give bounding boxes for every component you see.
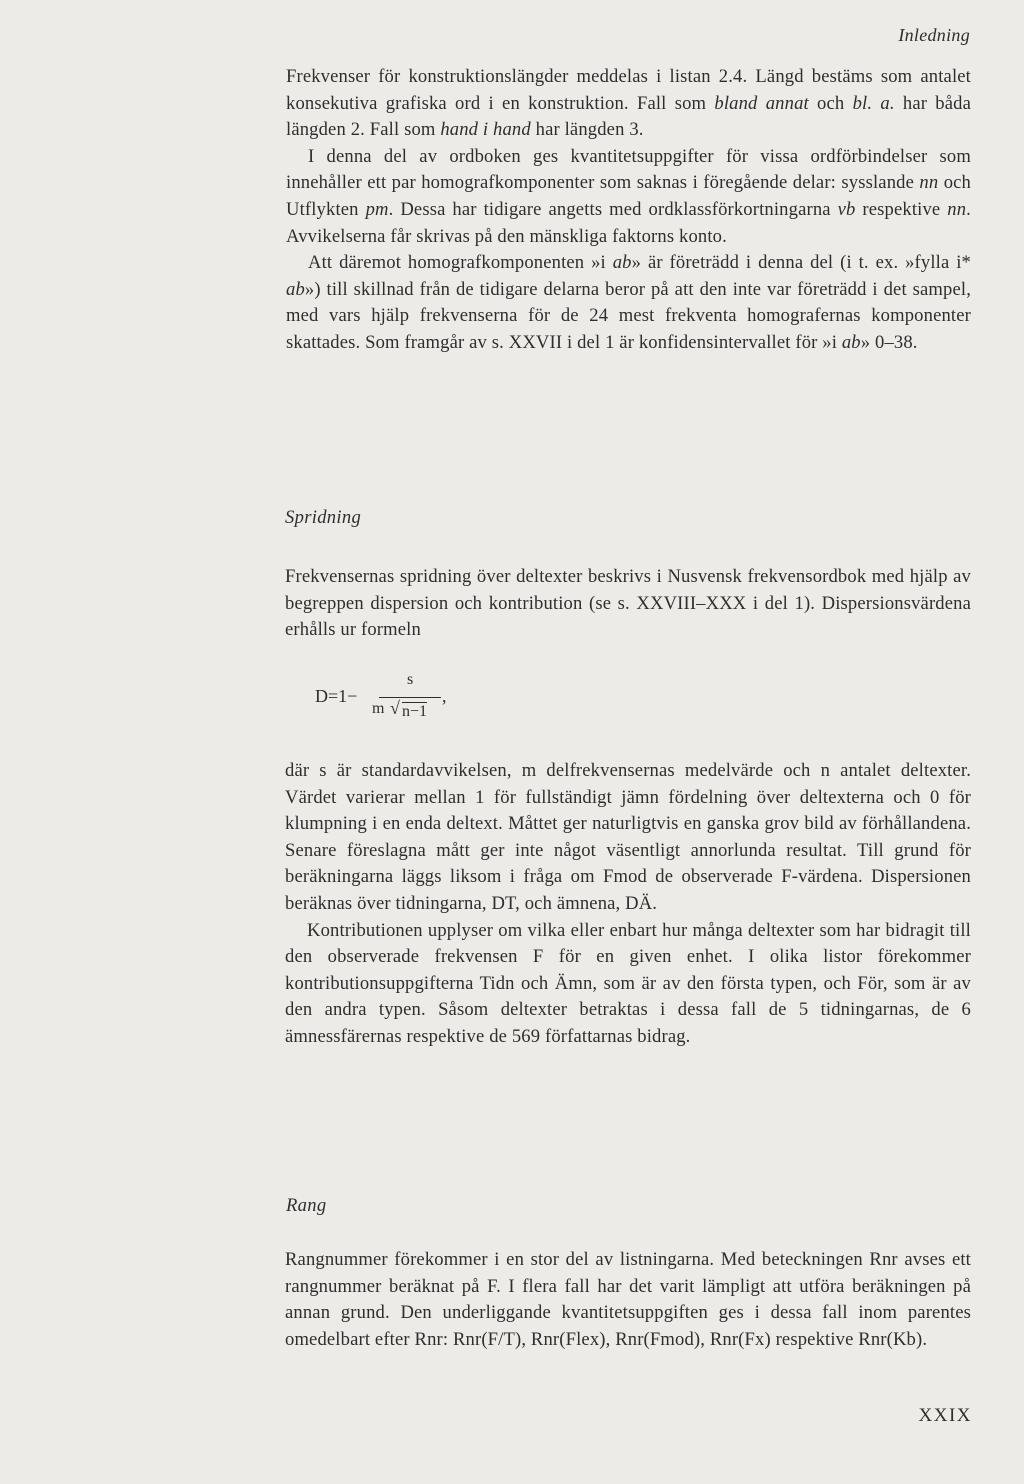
italic-term: bl. a.: [852, 92, 895, 114]
italic-term: pm: [365, 198, 389, 220]
italic-term: ab: [286, 278, 305, 300]
section-heading-rang: Rang: [286, 1195, 327, 1216]
dispersion-formula: [315, 670, 475, 730]
text-run: och: [808, 92, 853, 114]
italic-term: ab: [841, 331, 861, 353]
text-run: har längden 3.: [530, 119, 644, 141]
paragraph-homograph-components: [286, 144, 971, 250]
paragraph-construction-length: [286, 64, 971, 144]
square-root-sign: √: [390, 698, 400, 718]
text-run: » 0–38.: [860, 331, 918, 353]
italic-term: bland annat: [714, 92, 809, 114]
text-run: har båda längden 2. Fall som: [286, 92, 971, 141]
text-run: » är företrädd i denna del (i t. ex. »fylla i*: [631, 252, 971, 274]
text-run: ») till skillnad från de tidigare delarna beror på att den inte var företrädd i det sampel, med vars hjälp frekvenserna för de 24 mest frekventa homografernas komponenter skattades. Som framgår av s. XXVII i del 1 är konfidensintervallet för »i: [286, 278, 971, 353]
text-run: . Avvikelserna får skrivas på den mänskliga faktorns konto.: [286, 198, 971, 247]
italic-term: hand i hand: [440, 119, 531, 141]
spridning-intro: [285, 564, 971, 644]
italic-term: vb: [837, 198, 856, 220]
spridning-body: [285, 758, 971, 1051]
formula-comma: ,: [442, 686, 447, 706]
text-run: respektive: [855, 198, 948, 220]
paragraph-dispersion-explained: där s är standardavvikelsen, m delfrekvensernas medelvärde och n antalet deltexter. Värdet varierar mellan 1 för fullständigt jämn fördelning över deltexterna och 0 för klumpning i en enda deltext. Måttet ger naturligtvis en ganska grov bild av förhållandena. Senare föreslagna mått ger inte något väsentligt annorlunda resultat. Till grund för beräkningarna läggs liksom i fråga om Fmod de observerade F-värdena. Dispersionen beräknas över tidningarna, DT, och ämnena, DÄ.: [285, 760, 971, 914]
section-heading-spridning: Spridning: [285, 507, 362, 528]
running-head: Inledning: [898, 25, 970, 45]
intro-section: [286, 64, 971, 357]
italic-term: nn: [947, 198, 967, 220]
page-number: XXIX: [918, 1405, 972, 1426]
formula-denominator-m: m: [372, 700, 385, 717]
italic-term: nn: [919, 172, 939, 194]
formula-numerator: s: [407, 671, 414, 688]
text-run: . Dessa har tidigare angetts med ordklassförkortningarna: [388, 198, 838, 220]
text-run: Frekvenser för konstruktionslängder meddelas i listan 2.4. Längd bestäms som antalet konsekutiva grafiska ord i en konstruktion. Fall som: [286, 66, 971, 114]
paragraph-rank-numbers: Rangnummer förekommer i en stor del av listningarna. Med beteckningen Rnr avses ett rangnummer beräknat på F. I flera fall har det varit lämpligt att utföra beräkningen på annan grund. Den underliggande kvantitetsuppgiften ges i dessa fall inom parentes omedelbart efter Rnr: Rnr(F/T), Rnr(Flex), Rnr(Fmod), Rnr(Fx) respektive Rnr(Kb).: [285, 1249, 971, 1350]
formula-radicand: n−1: [402, 703, 428, 720]
text-run: och Utflykten: [286, 172, 971, 220]
paragraph-dispersion-intro: Frekvensernas spridning över deltexter beskrivs i Nusvensk frekvensordbok med hjälp av begreppen dispersion och kontribution (se s. XXVIII–XXX i del 1). Dispersionsvärdena erhålls ur formeln: [285, 566, 971, 641]
text-run: Att däremot homografkomponenten »i: [308, 252, 613, 274]
formula-lhs: D=1−: [315, 686, 358, 706]
rang-body: [285, 1247, 971, 1353]
paragraph-i-ab: [286, 250, 971, 356]
italic-term: ab: [612, 252, 632, 274]
text-run: I denna del av ordboken ges kvantitetsuppgifter för vissa ordförbindelser som innehåller ett par homografkomponenter som saknas i föregående delar: sysslande: [286, 145, 971, 194]
paragraph-contribution: Kontributionen upplyser om vilka eller enbart hur många deltexter som har bidragit till den observerade frekvensen F för en given enhet. I olika listor förekommer kontributionsuppgifterna Tidn och Ämn, som är av den första typen, och För, som är av den andra typen. Såsom deltexter betraktas i dessa fall de 5 tidningarnas, de 6 ämnessfärernas respektive de 569 författarnas bidrag.: [285, 919, 971, 1047]
fraction-bar: [379, 697, 441, 698]
